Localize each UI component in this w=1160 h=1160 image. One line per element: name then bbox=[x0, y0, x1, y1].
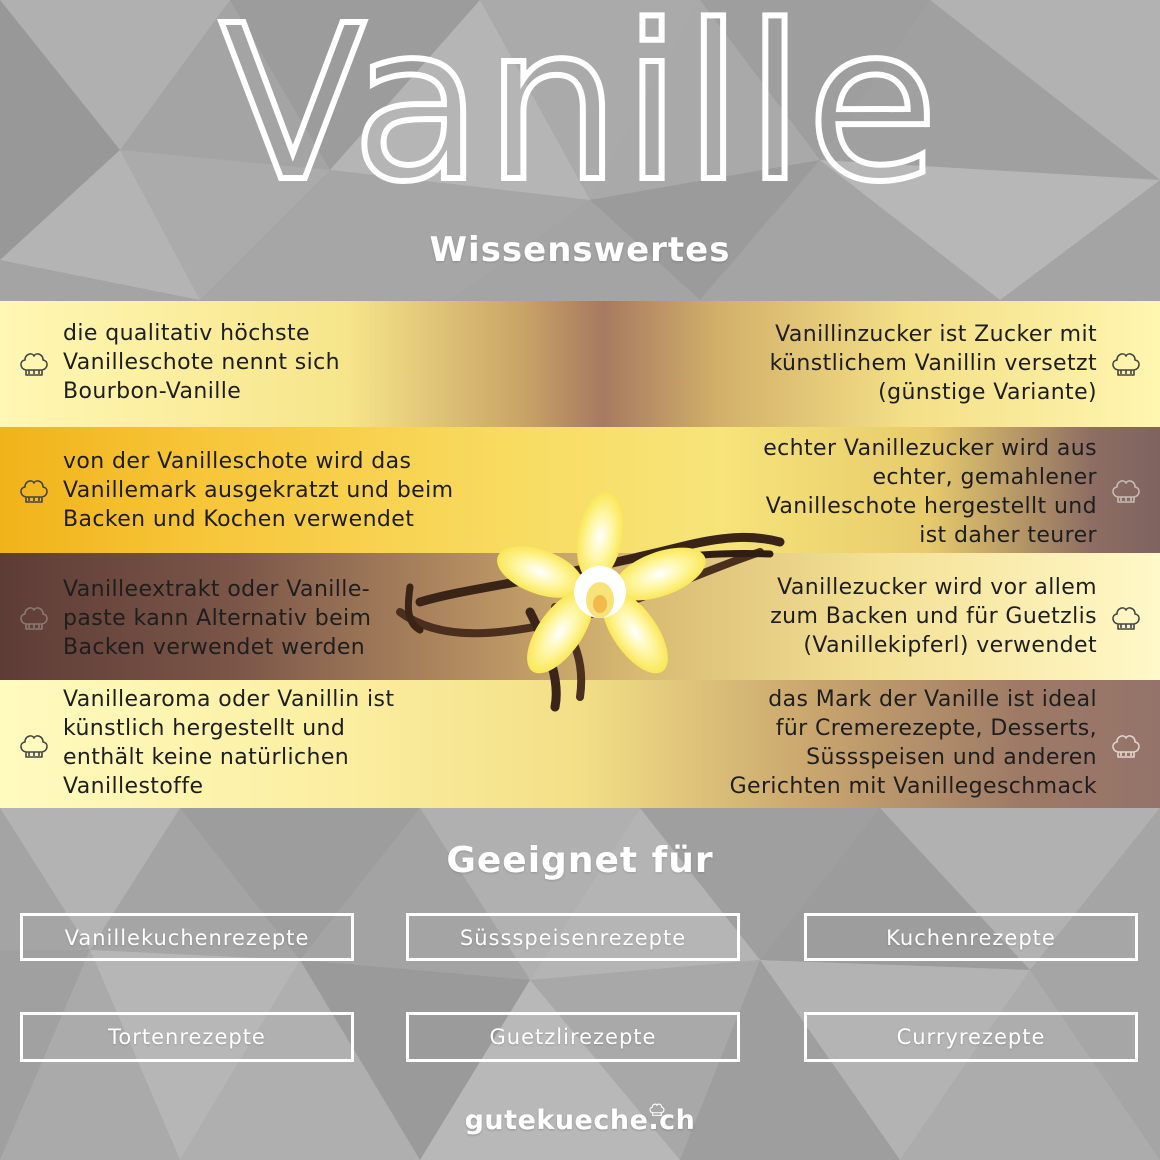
fact-left-3: Vanilleextrakt oder Vanille- paste kann Alternativ beim Backen verwendet werden bbox=[63, 577, 372, 660]
tortenrezepte-button[interactable]: Tortenrezepte bbox=[20, 1012, 354, 1062]
chef-hat-icon bbox=[1110, 602, 1142, 632]
chef-hat-icon bbox=[648, 1101, 666, 1117]
kuchenrezepte-button[interactable]: Kuchenrezepte bbox=[804, 913, 1138, 961]
fact-left-4: Vanillearoma oder Vanillin ist künstlich hergestellt und enthält keine natürlichen Vanillestoffe bbox=[63, 687, 395, 799]
suitable-heading: Geeignet für bbox=[446, 840, 714, 881]
fact-left-2: von der Vanilleschote wird das Vanillemark ausgekratzt und beim Backen und Kochen verwendet bbox=[63, 449, 454, 532]
page-title: Vanille bbox=[219, 0, 941, 229]
fact-right-2: echter Vanillezucker wird aus echter, gemahlener Vanilleschote hergestellt und ist daher teurer bbox=[763, 436, 1097, 548]
chef-hat-icon bbox=[1110, 475, 1142, 505]
chef-hat-icon bbox=[18, 602, 50, 632]
chef-hat-icon bbox=[18, 475, 50, 505]
fact-right-3: Vanillezucker wird vor allem zum Backen und für Guetzlis (Vanillekipferl) verwendet bbox=[770, 575, 1097, 658]
chef-hat-icon bbox=[18, 730, 50, 760]
curryrezepte-button[interactable]: Curryrezepte bbox=[804, 1012, 1138, 1062]
facts-heading: Wissenswertes bbox=[429, 230, 731, 270]
fact-right-1: Vanillinzucker ist Zucker mit künstlichem Vanillin versetzt (günstige Variante) bbox=[769, 322, 1097, 405]
chef-hat-icon bbox=[1110, 730, 1142, 760]
suessspeisenrezepte-button[interactable]: Süssspeisenrezepte bbox=[406, 913, 740, 961]
chef-hat-icon bbox=[1110, 348, 1142, 378]
chef-hat-icon bbox=[18, 348, 50, 378]
guetzlirezepte-button[interactable]: Guetzlirezepte bbox=[406, 1012, 740, 1062]
brand-logo-text: gutekueche.ch bbox=[464, 1105, 696, 1136]
fact-right-4: das Mark der Vanille ist ideal für Cremerezepte, Desserts, Süssspeisen und anderen Gerichten mit Vanillegeschmack bbox=[729, 687, 1097, 799]
fact-left-1: die qualitativ höchste Vanilleschote nennt sich Bourbon-Vanille bbox=[63, 321, 340, 404]
vanillekuchenrezepte-button[interactable]: Vanillekuchenrezepte bbox=[20, 913, 354, 961]
